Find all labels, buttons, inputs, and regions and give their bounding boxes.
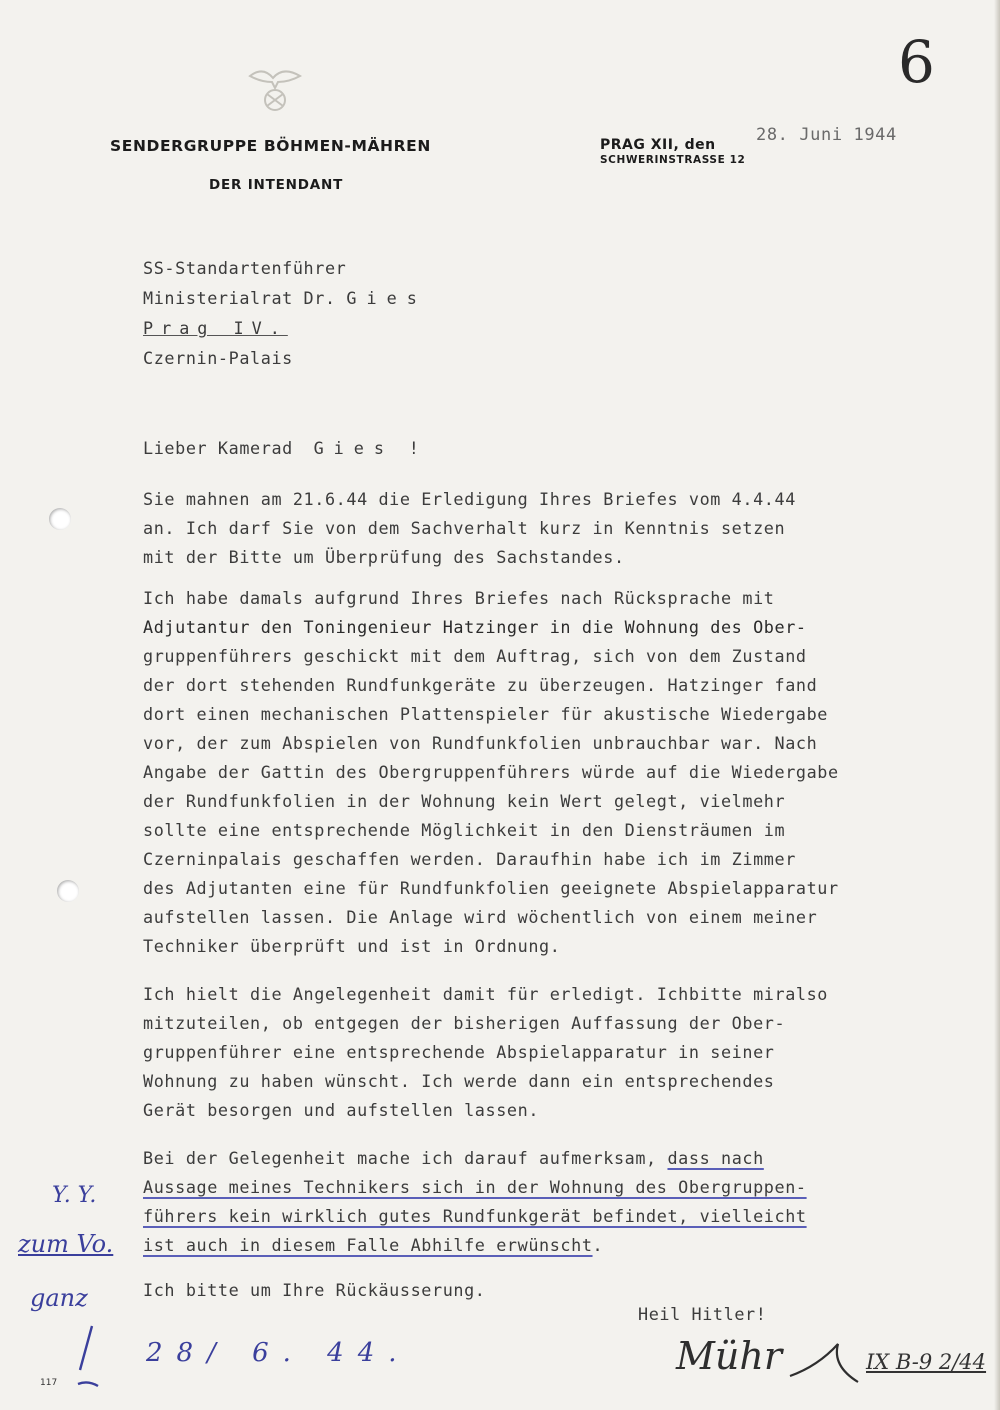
margin-note-zum-vortrag: zum Vo. xyxy=(18,1230,114,1258)
letterhead-street: SCHWERINSTRASSE 12 xyxy=(600,154,746,166)
paragraph-4-line-4-end: . xyxy=(592,1235,604,1255)
paragraph-1-line-2: an. Ich darf Sie von dem Sachverhalt kurz in Kenntnis setzen xyxy=(143,518,786,538)
recipient-title: Ministerialrat Dr. xyxy=(143,288,336,308)
paragraph-4-line-1 xyxy=(143,1148,764,1168)
greeting: Heil Hitler! xyxy=(638,1304,767,1324)
letter-date: 28. Juni 1944 xyxy=(756,125,897,145)
paragraph-2-line-11: des Adjutanten eine für Rundfunkfolien geeignete Abspielapparatur xyxy=(143,878,839,898)
paragraph-2-line-3: gruppenführers geschickt mit dem Auftrag, sich von dem Zustand xyxy=(143,646,807,666)
handwritten-date-note: 28/ 6. 44. xyxy=(146,1338,411,1368)
paragraph-3-line-1: Ich hielt die Angelegenheit damit für erledigt. Ichbitte miralso xyxy=(143,984,829,1004)
margin-note-ganz: ganz xyxy=(30,1284,88,1312)
eagle-emblem-icon xyxy=(245,58,305,118)
paragraph-2-line-6: vor, der zum Abspielen von Rundfunkfolien unbrauchbar war. Nach xyxy=(143,733,818,753)
paragraph-2-line-7: Angabe der Gattin des Obergruppenführers würde auf die Wiedergabe xyxy=(143,762,839,782)
paragraph-3-line-4: Wohnung zu haben wünscht. Ich werde dann ein entsprechendes xyxy=(143,1071,775,1091)
recipient-name: Gies xyxy=(346,288,427,308)
paragraph-4-line-3: führers kein wirklich gutes Rundfunkgerät befindet, vielleicht xyxy=(143,1206,807,1226)
punch-hole-top xyxy=(49,508,71,530)
organization-name: SENDERGRUPPE BÖHMEN-MÄHREN xyxy=(110,137,431,155)
page-edge-shadow xyxy=(994,0,1000,1410)
paragraph-4-line-4 xyxy=(143,1235,603,1255)
recipient-line-3: Prag IV. xyxy=(143,318,288,338)
department-name: DER INTENDANT xyxy=(209,177,344,193)
signature: Mühr xyxy=(676,1334,783,1378)
page-number: 6 xyxy=(898,28,935,96)
paragraph-4-line-1-text: Bei der Gelegenheit mache ich darauf aufmerksam, xyxy=(143,1148,668,1168)
paragraph-2-line-4: der dort stehenden Rundfunkgeräte zu überzeugen. Hatzinger fand xyxy=(143,675,818,695)
recipient-line-1: SS-Standartenführer xyxy=(143,258,347,278)
paragraph-2-line-10: Czerninpalais geschaffen werden. Daraufhin habe ich im Zimmer xyxy=(143,849,796,869)
file-reference: IX B-9 2/44 xyxy=(866,1350,987,1374)
recipient-line-4: Czernin-Palais xyxy=(143,348,293,368)
punch-hole-bottom xyxy=(57,880,79,902)
paragraph-4-underlined-end: ist auch in diesem Falle Abhilfe erwünscht xyxy=(143,1235,593,1255)
salutation xyxy=(143,438,419,458)
salutation-name: Gies xyxy=(313,438,394,458)
margin-check-mark-icon xyxy=(68,1322,108,1392)
paragraph-3-line-2: mitzuteilen, ob entgegen der bisherigen Auffassung der Ober- xyxy=(143,1013,786,1033)
closing-request: Ich bitte um Ihre Rückäusserung. xyxy=(143,1280,486,1300)
paragraph-2-line-9: sollte eine entsprechende Möglichkeit in den Diensträumen im xyxy=(143,820,786,840)
salutation-suffix: ! xyxy=(408,438,420,458)
paragraph-1-line-3: mit der Bitte um Überprüfung des Sachstandes. xyxy=(143,547,625,567)
paragraph-2-line-1: Ich habe damals aufgrund Ihres Briefes nach Rücksprache mit xyxy=(143,588,775,608)
paragraph-3-line-5: Gerät besorgen und aufstellen lassen. xyxy=(143,1100,540,1120)
paragraph-2-line-2: Adjutantur den Toningenieur Hatzinger in die Wohnung des Ober- xyxy=(143,617,807,637)
paragraph-2-line-13: Techniker überprüft und ist in Ordnung. xyxy=(143,936,561,956)
paragraph-4-underlined-start: dass nach xyxy=(667,1148,764,1168)
paragraph-4-line-2: Aussage meines Technikers sich in der Wohnung des Obergruppen- xyxy=(143,1177,807,1197)
paragraph-3-line-3: gruppenführer eine entsprechende Abspielapparatur in seiner xyxy=(143,1042,775,1062)
salutation-prefix: Lieber Kamerad xyxy=(143,438,293,458)
form-number: 117 xyxy=(40,1378,58,1388)
paragraph-2-line-12: aufstellen lassen. Die Anlage wird wöchentlich von einem meiner xyxy=(143,907,818,927)
recipient-line-2 xyxy=(143,288,427,308)
paragraph-2-line-8: der Rundfunkfolien in der Wohnung kein Wert gelegt, vielmehr xyxy=(143,791,786,811)
letterhead-place: PRAG XII, den xyxy=(600,137,716,153)
paragraph-1-line-1: Sie mahnen am 21.6.44 die Erledigung Ihres Briefes vom 4.4.44 xyxy=(143,489,796,509)
signature-stroke-icon xyxy=(788,1336,868,1386)
margin-note-initials: Y. Y. xyxy=(52,1183,97,1208)
paragraph-2-line-5: dort einen mechanischen Plattenspieler für akustische Wiedergabe xyxy=(143,704,829,724)
